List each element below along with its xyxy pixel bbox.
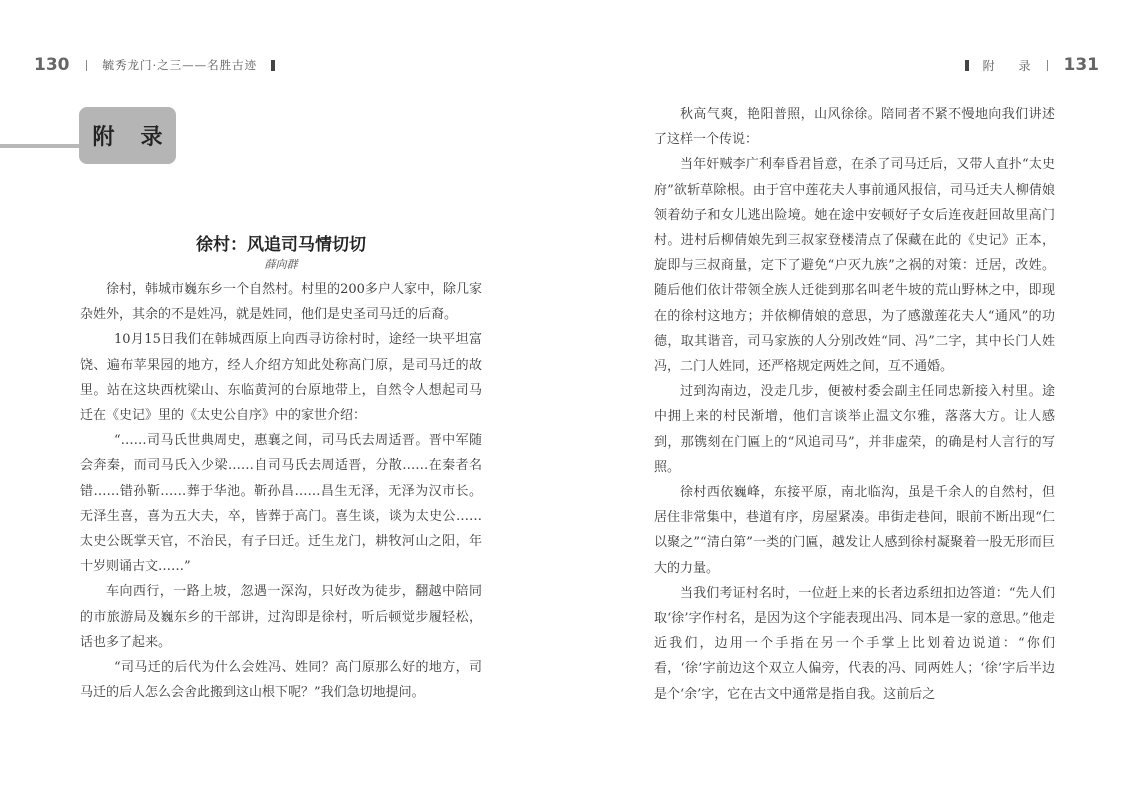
header-separator bbox=[1047, 60, 1048, 71]
paragraph: 车向西行，一路上坡，忽遇一深沟，只好改为徒步，翻越中陪同的市旅游局及巍东乡的干部讲，过沟即是徐村，听后顿觉步履轻松，话也多了起来。 bbox=[80, 584, 482, 650]
appendix-label: 附录 bbox=[92, 125, 189, 150]
paragraph: 当我们考证村名时，一位赶上来的长者边系纽扣边答道：“先人们取‘徐’字作村名，是因为这个字能表现出冯、同本是一家的意思。”他走近我们，边用一个手指在另一个手掌上比划着边说道：“你们看，‘徐’字前边这个双立人偏旁，代表的冯、同两姓人；‘徐’字后半边是个‘余’字，它在古文中通常是指自我。这前后之 bbox=[654, 585, 1055, 702]
right-running-title: 附 录 bbox=[982, 58, 1041, 73]
right-page-number: 131 bbox=[1063, 55, 1099, 75]
left-running-title: 毓秀龙门·之三——名胜古迹 bbox=[102, 58, 258, 72]
left-page-number: 130 bbox=[34, 55, 70, 75]
paragraph: 过到沟南边，没走几步，便被村委会副主任同忠新接入村里。途中拥上来的村民渐增，他们言谈举止温文尔雅，落落大方。让人感到，那镌刻在门匾上的“风追司马”，并非虚荣，的确是村人言行的写照。 bbox=[654, 384, 1055, 475]
paragraph: 秋高气爽，艳阳普照，山风徐徐。陪同者不紧不慢地向我们讲述了这样一个传说： bbox=[654, 107, 1055, 148]
paragraph: “司马迁的后代为什么会姓冯、姓同？高门原那么好的地方，司马迁的后人怎么会舍此搬到这山根下呢？”我们急切地提问。 bbox=[80, 660, 482, 701]
header-separator bbox=[86, 60, 87, 71]
article-author: 薛向群 bbox=[264, 258, 298, 271]
appendix-label-box bbox=[79, 107, 189, 164]
right-running-header bbox=[951, 54, 1099, 76]
paragraph: 10月15日我们在韩城西原上向西寻访徐村时，途经一块平坦富饶、遍布苹果园的地方，经人介绍方知此处称高门原，是司马迁的故里。站在这块西枕梁山、东临黄河的台原地带上，自然令人想起司马迁在《史记》里的《太史公自序》中的家世介绍： bbox=[80, 332, 482, 424]
quotation-paragraph: “……司马氏世典周史，惠襄之间，司马氏去周适晋。晋中军随会奔秦，而司马氏入少梁……自司马氏去周适晋，分散……在秦者名错……错孙靳……葬于华池。靳孙昌……昌生无泽，无泽为汉市长。无泽生喜，喜为五大夫，卒，皆葬于高门。喜生谈，谈为太史公……太史公既掌天官，不治民，有子曰迁。迁生龙门，耕牧河山之阳，年十岁则诵古文……” bbox=[80, 433, 482, 575]
paragraph: 当年奸贼李广利奉昏君旨意，在杀了司马迁后，又带人直扑“太史府”欲斩草除根。由于宫中莲花夫人事前通风报信，司马迁夫人柳倩娘领着幼子和女儿逃出险境。她在途中安顿好子女后连夜赶回故里高门村。进村后柳倩娘先到三叔家登楼清点了保藏在此的《史记》正本，旋即与三叔商量，定下了避免“户灭九族”之祸的对策：迁居，改姓。随后他们依计带领全族人迁徙到那名叫老牛坡的荒山野林之中，即现在的徐村这地方；并依柳倩娘的意思，为了感激莲花夫人“通风”的功德，取其谐音，司马家族的人分别改姓“同、冯”二字，其中长门人姓冯，二门人姓同，还严格规定两姓之间，互不通婚。 bbox=[654, 157, 1055, 375]
left-page-body bbox=[80, 277, 482, 705]
paragraph: 徐村西依巍峰，东接平原，南北临沟，虽是千余人的自然村，但居住非常集中，巷道有序，房屋紧凑。串街走巷间，眼前不断出现“仁以聚之”“清白第”一类的门匾，越发让人感到徐村凝聚着一股无形而巨大的力量。 bbox=[654, 485, 1055, 576]
header-block-mark bbox=[271, 60, 275, 71]
right-page-body bbox=[654, 102, 1055, 707]
paragraph: 徐村，韩城市巍东乡一个自然村。村里的200多户人家中，除几家杂姓外，其余的不是姓冯，就是姓同，他们是史圣司马迁的后裔。 bbox=[80, 282, 482, 323]
left-running-header bbox=[34, 54, 289, 76]
article-title: 徐村：风追司马情切切 bbox=[196, 235, 366, 255]
header-block-mark bbox=[965, 60, 969, 71]
